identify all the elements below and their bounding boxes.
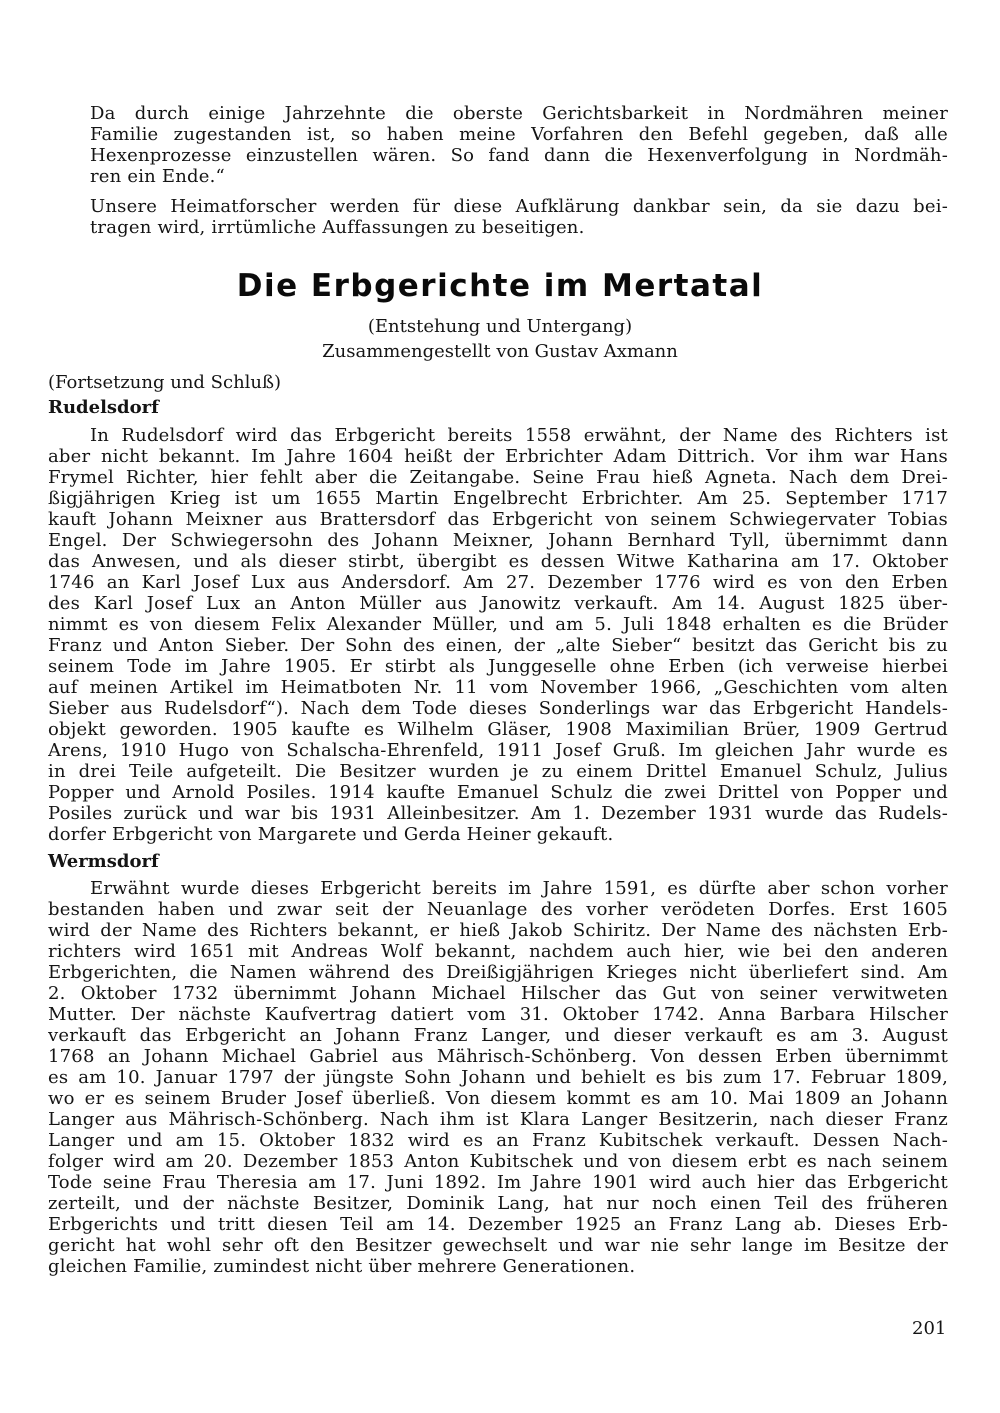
text-line: ren ein Ende.“ [90,166,225,187]
text-line: Langer und am 15. Oktober 1832 wird es an Franz Kubitschek verkauft. Dessen Nach- [48,1130,948,1151]
text-line: folger wird am 20. Dezember 1853 Anton Kubitschek und von diesem erbt es nach seinem [48,1151,948,1172]
text-line: es am 10. Januar 1797 der jüngste Sohn Johann und behielt es bis zum 17. Februar 1809, [48,1067,948,1088]
text-line: des Karl Josef Lux an Anton Müller aus Janowitz verkauft. Am 14. August 1825 über- [48,593,948,614]
text-line: bestanden haben und zwar seit der Neuanlage des vorher verödeten Dorfes. Erst 1605 [48,899,948,920]
text-line: Erbgerichts und tritt diesen Teil am 14. Dezember 1925 an Franz Lang ab. Dieses Erb- [48,1214,948,1235]
text-line: Da durch einige Jahrzehnte die oberste Gerichtsbarkeit in Nordmähren meiner [90,103,948,124]
article-subtitle: (Entstehung und Untergang) [367,316,633,337]
text-line: Mutter. Der nächste Kaufvertrag datiert vom 31. Oktober 1742. Anna Barbara Hilscher [48,1004,948,1025]
text-line: kauft Johann Meixner aus Brattersdorf das Erbgericht von seinem Schwiegervater Tobias [48,509,948,530]
text-line: richters wird 1651 mit Andreas Wolf bekannt, nachdem auch hier, wie bei den anderen [48,941,948,962]
continuation-note: (Fortsetzung und Schluß) [48,372,282,393]
text-line: ßigjährigen Krieg ist um 1655 Martin Engelbrecht Erbrichter. Am 25. September 1717 [48,488,948,509]
text-line: seinem Tode im Jahre 1905. Er stirbt als Junggeselle ohne Erben (ich verweise hierbei [48,656,948,677]
text-line: verkauft das Erbgericht an Johann Franz Langer, und dieser verkauft es am 3. August [48,1025,948,1046]
text-line: Familie zugestanden ist, so haben meine Vorfahren den Befehl gegeben, daß alle [90,124,948,145]
text-line: 1768 an Johann Michael Gabriel aus Mährisch-Schönberg. Von dessen Erben übernimmt [48,1046,948,1067]
text-line: nimmt es von diesem Felix Alexander Müller, und am 5. Juli 1848 erhalten es die Brüder [48,614,948,635]
text-line: wo er es seinem Bruder Josef überließ. Von diesem kommt es am 10. Mai 1809 an Johann [48,1088,948,1109]
page-number: 201 [912,1318,947,1339]
text-line: dorfer Erbgericht von Margarete und Gerda Heiner gekauft. [48,824,614,845]
text-line: Franz und Anton Sieber. Der Sohn des einen, der „alte Sieber“ besitzt das Gericht bis zu [48,635,948,656]
text-line: Posiles zurück und war bis 1931 Alleinbesitzer. Am 1. Dezember 1931 wurde das Rudels- [48,803,948,824]
text-line: In Rudelsdorf wird das Erbgericht bereits 1558 erwähnt, der Name des Richters ist [90,425,948,446]
text-line: gleichen Familie, zumindest nicht über mehrere Generationen. [48,1256,636,1277]
text-line: tragen wird, irrtümliche Auffassungen zu beseitigen. [90,217,585,238]
section-body-wermsdorf [48,878,948,1277]
section-heading-wermsdorf: Wermsdorf [48,851,159,872]
text-line: Frymel Richter, hier fehlt aber die Zeitangabe. Seine Frau hieß Agneta. Nach dem Drei- [48,467,948,488]
intro-paragraph [90,103,948,187]
article-byline: Zusammengestellt von Gustav Axmann [322,341,678,362]
text-line: das Anwesen, und als dieser stirbt, übergibt es dessen Witwe Katharina am 17. Oktober [48,551,948,572]
text-line: Arens, 1910 Hugo von Schalscha-Ehrenfeld, 1911 Josef Gruß. Im gleichen Jahr wurde es [48,740,948,761]
text-line: objekt geworden. 1905 kaufte es Wilhelm Gläser, 1908 Maximilian Brüer, 1909 Gertrud [48,719,948,740]
section-heading-rudelsdorf: Rudelsdorf [48,397,159,418]
text-line: Langer aus Mährisch-Schönberg. Nach ihm ist Klara Langer Besitzerin, nach dieser Franz [48,1109,948,1130]
section-body-rudelsdorf [48,425,948,845]
text-line: 2. Oktober 1732 übernimmt Johann Michael Hilscher das Gut von seiner verwitweten [48,983,948,1004]
intro-paragraph-2 [90,196,948,238]
text-line: in drei Teile aufgeteilt. Die Besitzer wurden je zu einem Drittel Emanuel Schulz, Julius [48,761,948,782]
text-line: auf meinen Artikel im Heimatboten Nr. 11 vom November 1966, „Geschichten vom alten [48,677,948,698]
text-line: Sieber aus Rudelsdorf“). Nach dem Tode dieses Sonderlings war das Erbgericht Handels- [48,698,948,719]
text-line: Erwähnt wurde dieses Erbgericht bereits im Jahre 1591, es dürfte aber schon vorher [90,878,948,899]
text-line: Tode seine Frau Theresia am 17. Juni 1892. Im Jahre 1901 wird auch hier das Erbgericht [48,1172,948,1193]
text-line: Hexenprozesse einzustellen wären. So fand dann die Hexenverfolgung in Nordmäh- [90,145,948,166]
text-line: Engel. Der Schwiegersohn des Johann Meixner, Johann Bernhard Tyll, übernimmt dann [48,530,948,551]
text-line: Popper und Arnold Posiles. 1914 kaufte Emanuel Schulz die zwei Drittel von Popper und [48,782,948,803]
text-line: gericht hat wohl sehr oft den Besitzer gewechselt und war nie sehr lange im Besitze der [48,1235,948,1256]
text-line: aber nicht bekannt. Im Jahre 1604 heißt der Erbrichter Adam Dittrich. Vor ihm war Hans [48,446,948,467]
text-line: zerteilt, und der nächste Besitzer, Dominik Lang, hat nur noch einen Teil des früheren [48,1193,948,1214]
text-line: Erbgerichten, die Namen während des Dreißigjährigen Krieges nicht überliefert sind. Am [48,962,948,983]
text-line: 1746 an Karl Josef Lux aus Andersdorf. Am 27. Dezember 1776 wird es von den Erben [48,572,948,593]
text-line: Unsere Heimatforscher werden für diese Aufklärung dankbar sein, da sie dazu bei- [90,196,948,217]
article-title: Die Erbgerichte im Mertatal [236,268,764,304]
text-line: wird der Name des Richters bekannt, er hieß Jakob Schiritz. Der Name des nächsten Erb- [48,920,948,941]
